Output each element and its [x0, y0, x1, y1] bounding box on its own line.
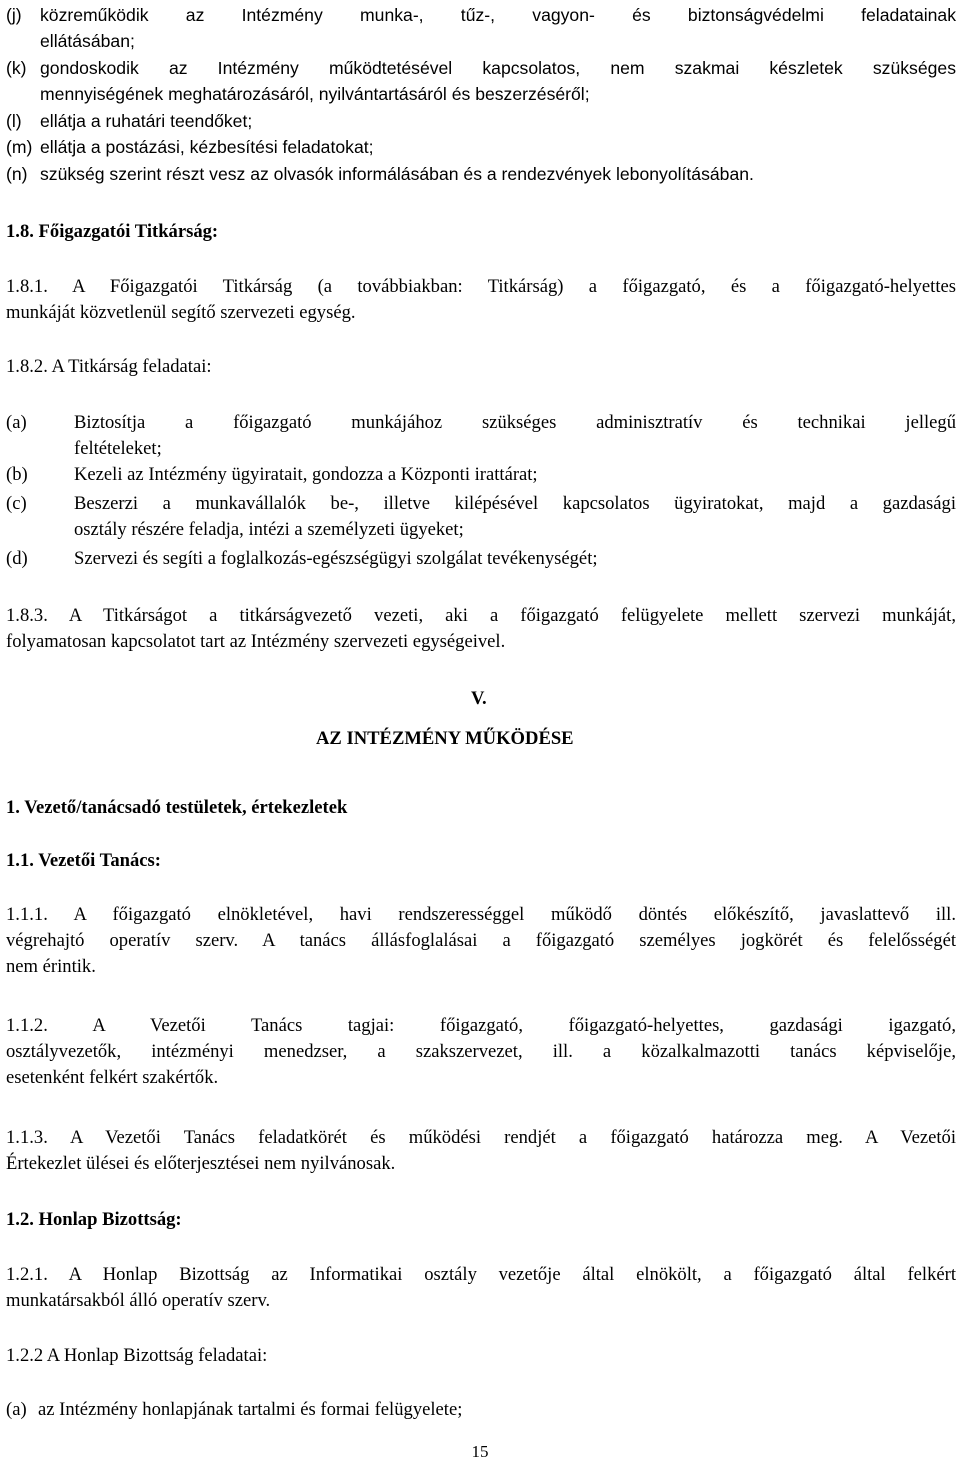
- paragraph-line: 1.1.2. A Vezetői Tanács tagjai: főigazgató, főigazgató-helyettes, gazdasági igazgató,: [6, 1015, 956, 1036]
- paragraph-line: nem érintik.: [6, 956, 96, 977]
- paragraph-line: esetenként felkért szakértők.: [6, 1067, 219, 1088]
- page-number: 15: [471, 1442, 489, 1461]
- list-item-c: [6, 491, 956, 543]
- paragraph-line: munkatársakból álló operatív szerv.: [6, 1290, 271, 1311]
- chapter-number: V.: [471, 688, 487, 709]
- list-item-k: [6, 55, 956, 107]
- paragraph-1-1-2: [6, 1013, 956, 1091]
- list-text-line: gondoskodik az Intézmény működtetésével kapcsolatos, nem szakmai készletek szükséges: [40, 58, 956, 78]
- list-item-m: [6, 134, 956, 160]
- list-text-line: mennyiségének meghatározásáról, nyilvántartásáról és beszerzéséről;: [40, 84, 590, 104]
- paragraph-1-1-1: [6, 902, 956, 980]
- list-text-line: Beszerzi a munkavállalók be-, illetve kilépésével kapcsolatos ügyiratokat, majd a gazdasági: [74, 493, 956, 514]
- list-marker: (c): [6, 493, 27, 514]
- paragraph-line: folyamatosan kapcsolatot tart az Intézmény szervezeti egységeivel.: [6, 631, 506, 652]
- list-text-line: osztály részére feladja, intézi a személyzeti ügyeket;: [74, 519, 464, 540]
- list-text-line: Kezeli az Intézmény ügyiratait, gondozza a Központi irattárat;: [74, 464, 538, 485]
- list-marker: (a): [6, 412, 27, 433]
- list-text-line: Biztosítja a főigazgató munkájához szükséges adminisztratív és technikai jellegű: [74, 412, 956, 433]
- list-marker: (d): [6, 548, 28, 569]
- list-marker: (b): [6, 464, 28, 485]
- list-marker: (a): [6, 1399, 27, 1420]
- list-marker: (l): [6, 111, 22, 131]
- list-marker: (j): [6, 5, 22, 25]
- paragraph-1-1-3: [6, 1125, 956, 1177]
- list-text-line: feltételeket;: [74, 438, 162, 459]
- list-text-line: az Intézmény honlapjának tartalmi és formai felügyelete;: [38, 1399, 463, 1420]
- list-text-line: közreműködik az Intézmény munka-, tűz-, vagyon- és biztonságvédelmi feladatainak: [40, 5, 956, 25]
- list-text-line: ellátja a postázási, kézbesítési feladatokat;: [40, 137, 374, 157]
- list-item-a: [6, 1397, 956, 1423]
- paragraph-1-8-3: [6, 603, 956, 655]
- paragraph-line: 1.8.3. A Titkárságot a titkárságvezető vezeti, aki a főigazgató felügyelete mellett szervezi munkáját,: [6, 605, 956, 626]
- list-item-d: [6, 546, 956, 572]
- subsection-heading: 1.2. Honlap Bizottság:: [6, 1209, 182, 1230]
- list-marker: (k): [6, 58, 27, 78]
- section-heading: 1.8. Főigazgatói Titkárság:: [6, 221, 219, 242]
- paragraph-line: végrehajtó operatív szerv. A tanács állásfoglalásai a főigazgató személyes jogkörét és felelősségét: [6, 930, 956, 951]
- list-marker: (n): [6, 164, 28, 184]
- list-text-line: ellátásában;: [40, 31, 135, 51]
- paragraph-line: munkáját közvetlenül segítő szervezeti egység.: [6, 302, 356, 323]
- list-item-j: [6, 2, 956, 54]
- list-item-b: [6, 462, 956, 488]
- subsection-heading: 1.1. Vezetői Tanács:: [6, 850, 161, 871]
- paragraph-line: 1.2.1. A Honlap Bizottság az Informatikai osztály vezetője által elnökölt, a főigazgató által felkért: [6, 1264, 956, 1285]
- paragraph-1-2-2: 1.2.2 A Honlap Bizottság feladatai:: [6, 1345, 268, 1366]
- section-heading: 1. Vezető/tanácsadó testületek, értekezletek: [6, 797, 348, 818]
- paragraph-line: 1.8.1. A Főigazgatói Titkárság (a továbbiakban: Titkárság) a főigazgató, és a főigazgató-helyettes: [6, 276, 956, 297]
- paragraph-line: Értekezlet ülései és előterjesztései nem nyilvánosak.: [6, 1153, 396, 1174]
- list-item-a: [6, 410, 956, 462]
- chapter-title: AZ INTÉZMÉNY MŰKÖDÉSE: [316, 728, 574, 749]
- list-item-n: [6, 161, 956, 187]
- list-text-line: Szervezi és segíti a foglalkozás-egészségügyi szolgálat tevékenységét;: [74, 548, 598, 569]
- list-marker: (m): [6, 137, 33, 157]
- paragraph-1-8-1: [6, 274, 956, 326]
- paragraph-line: 1.1.3. A Vezetői Tanács feladatkörét és működési rendjét a főigazgató határozza meg. A Vezetői: [6, 1127, 956, 1148]
- paragraph-1-2-1: [6, 1262, 956, 1314]
- paragraph-1-8-2: 1.8.2. A Titkárság feladatai:: [6, 356, 212, 377]
- paragraph-line: 1.1.1. A főigazgató elnökletével, havi rendszerességgel működő döntés előkészítő, javaslattevő ill.: [6, 904, 956, 925]
- list-text-line: szükség szerint részt vesz az olvasók informálásában és a rendezvények lebonyolításában.: [40, 164, 754, 184]
- list-item-l: [6, 108, 956, 134]
- paragraph-line: osztályvezetők, intézményi menedzser, a szakszervezet, ill. a közalkalmazotti tanács képviselője,: [6, 1041, 956, 1062]
- list-text-line: ellátja a ruhatári teendőket;: [40, 111, 253, 131]
